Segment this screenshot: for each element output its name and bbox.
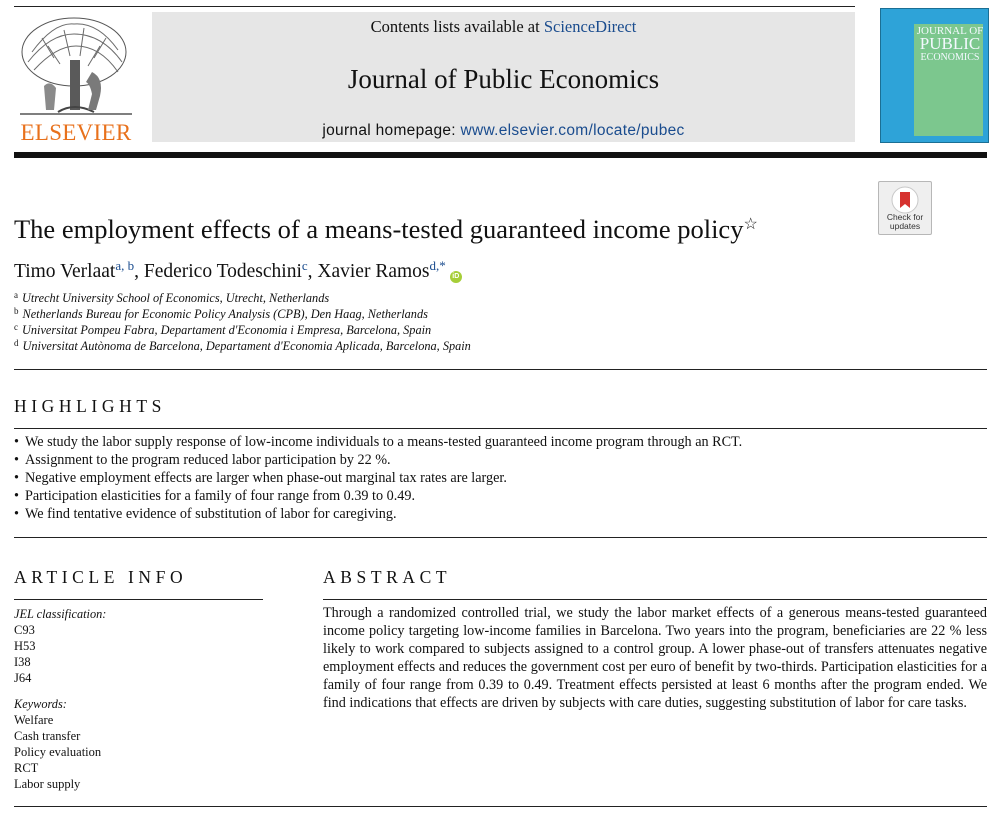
highlights-rule [14,428,987,429]
affiliation-letter: b [14,306,19,316]
contents-prefix: Contents lists available at [370,17,540,36]
section-divider [14,806,987,807]
author-name[interactable]: Timo Verlaat [14,261,116,282]
affiliation-letter: c [14,322,18,332]
author-name[interactable]: Xavier Ramos [317,261,430,282]
article-info-rule [14,599,263,600]
highlight-item [14,506,397,523]
check-label-line-1: Check for [886,212,924,222]
section-divider [14,537,987,538]
abstract-heading: ABSTRACT [323,567,452,587]
affiliation-letter: d [14,338,19,348]
orcid-icon[interactable]: iD [450,271,462,283]
journal-cover-title [916,26,984,62]
elsevier-tree-icon [14,12,138,122]
affiliation-letter: a [14,290,18,300]
author-affiliation-sup[interactable]: c [301,258,308,273]
author-name[interactable]: Federico Todeschini [143,261,302,282]
affiliation-text: Universitat Pompeu Fabra, Departament d'Economia i Empresa, Barcelona, Spain [22,323,432,337]
jel-code: C93 [14,623,35,637]
abstract-rule [323,599,987,600]
contents-line [152,17,855,37]
keyword: Labor supply [14,777,81,791]
bullet: • [14,488,19,504]
author-list [14,258,462,283]
affiliation-item [14,290,329,306]
sciencedirect-link[interactable]: ScienceDirect [543,17,637,36]
highlight-item [14,488,415,505]
keyword: RCT [14,761,39,775]
header-thick-rule [14,152,987,158]
highlight-text: We find tentative evidence of substitution of labor for caregiving. [24,506,397,522]
cover-title-line-3: ECONOMICS [920,51,980,63]
article-title-text: The employment effects of a means-tested guaranteed income policy [14,214,744,244]
bookmark-icon [890,185,920,215]
highlights-heading: HIGHLIGHTS [14,396,166,416]
author-affiliation-sup[interactable]: d,* [429,258,446,273]
keyword: Welfare [14,713,54,727]
article-title [14,214,758,245]
title-footnote-star[interactable]: ☆ [743,216,758,233]
affiliation-item [14,338,471,354]
author-affiliation-sup[interactable]: a, b [115,258,135,273]
abstract-text: Through a randomized controlled trial, we study the labor market effects of a generous means-tested guaranteed income policy targeting low-income families in Barcelona. Two years into the program, beneficiaries are 22 % less likely to work compared to subjects assigned to a control group. A lower phase-out of transfers attenuates negative employment effects and reduces the government cost per euro of benefit by two-thirds. Participation elasticities for a family of four range from 0.39 to 0.49. Treatment effects persisted at least 6 months after the program ended. We find indications that effects are driven by subjects with care duties, suggesting substitution of labor for care tasks. [323,605,987,711]
jel-code: H53 [14,639,36,653]
affiliation-item [14,322,431,338]
highlight-text: We study the labor supply response of low-income individuals to a means-tested guaranteed income program through an RCT. [24,434,743,450]
check-for-updates-label [878,213,932,231]
cover-title-line-2: PUBLIC [919,34,981,54]
journal-title[interactable]: Journal of Public Economics [347,64,660,94]
check-label-line-2: updates [889,221,921,231]
journal-homepage-line [152,122,855,140]
bullet: • [14,506,19,522]
affiliation-item [14,306,428,322]
author-separator: , [307,261,318,282]
highlight-text: Participation elasticities for a family of four range from 0.39 to 0.49. [24,488,416,504]
bullet: • [14,452,19,468]
keyword: Policy evaluation [14,745,102,759]
homepage-link[interactable]: www.elsevier.com/locate/pubec [460,122,685,139]
highlight-item [14,434,742,451]
elsevier-wordmark: ELSEVIER [20,120,132,145]
article-info-heading: ARTICLE INFO [14,567,188,587]
affiliation-text: Netherlands Bureau for Economic Policy Analysis (CPB), Den Haag, Netherlands [22,307,428,321]
affiliation-text: Utrecht University School of Economics, Utrecht, Netherlands [22,291,330,305]
homepage-prefix: journal homepage: [322,122,456,139]
highlight-item [14,452,391,469]
author-separator: , [134,261,144,282]
jel-code: J64 [14,671,32,685]
cover-title-line-1: JOURNAL OF [916,25,984,37]
keyword: Cash transfer [14,729,81,743]
jel-classification-label: JEL classification: [14,607,107,621]
highlight-text: Assignment to the program reduced labor participation by 22 %. [24,452,391,468]
highlight-text: Negative employment effects are larger when phase-out marginal tax rates are larger. [24,470,507,486]
header-top-rule [14,6,855,7]
jel-code: I38 [14,655,31,669]
bullet: • [14,470,19,486]
highlight-item [14,470,507,487]
keywords-label: Keywords: [14,697,67,711]
bullet: • [14,434,19,450]
affiliation-text: Universitat Autònoma de Barcelona, Departament d'Economia Aplicada, Barcelona, Spain [22,339,471,353]
section-divider [14,369,987,370]
